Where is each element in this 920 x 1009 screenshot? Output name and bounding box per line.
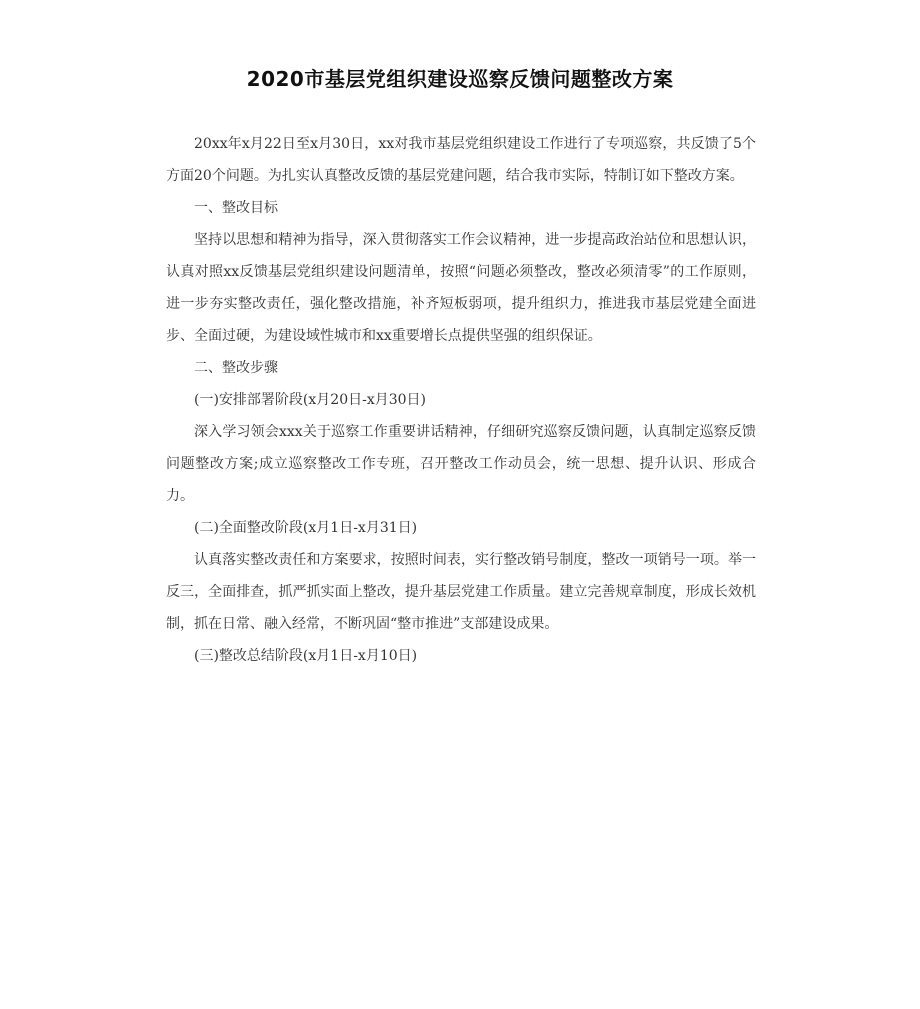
subheading-stage-3: (三)整改总结阶段(x月1日-x月10日): [194, 648, 418, 664]
paragraph-intro: 20xx年x月22日至x月30日，xx对我市基层党组织建设工作进行了专项巡察，共反馈了5个方面20个问题。为扎实认真整改反馈的基层党建问题，结合我市实际，特制订如下整改方案。: [166, 136, 756, 184]
paragraph-stage-1: 深入学习领会xxx关于巡察工作重要讲话精神，仔细研究巡察反馈问题，认真制定巡察反馈问题整改方案;成立巡察整改工作专班，召开整改工作动员会，统一思想、提升认识、形成合力。: [166, 424, 756, 504]
heading-goals: 一、整改目标: [194, 200, 278, 216]
document-title: 2020市基层党组织建设巡察反馈问题整改方案: [246, 67, 674, 91]
heading-steps: 二、整改步骤: [194, 360, 278, 376]
paragraph-stage-2: 认真落实整改责任和方案要求，按照时间表，实行整改销号制度，整改一项销号一项。举一反三，全面排查，抓严抓实面上整改，提升基层党建工作质量。建立完善规章制度，形成长效机制，抓在日常、融入经常，不断巩固“整市推进”支部建设成果。: [166, 552, 756, 632]
subheading-stage-1: (一)安排部署阶段(x月20日-x月30日): [194, 392, 426, 408]
subheading-stage-2: (二)全面整改阶段(x月1日-x月31日): [194, 520, 418, 536]
document-body: [166, 128, 756, 672]
paragraph-goals: 坚持以思想和精神为指导，深入贯彻落实工作会议精神，进一步提高政治站位和思想认识，认真对照xx反馈基层党组织建设问题清单，按照“问题必须整改，整改必须清零”的工作原则，进一步夯实整改责任，强化整改措施，补齐短板弱项，提升组织力，推进我市基层党建全面进步、全面过硬，为建设域性城市和xx重要增长点提供坚强的组织保证。: [166, 232, 756, 344]
